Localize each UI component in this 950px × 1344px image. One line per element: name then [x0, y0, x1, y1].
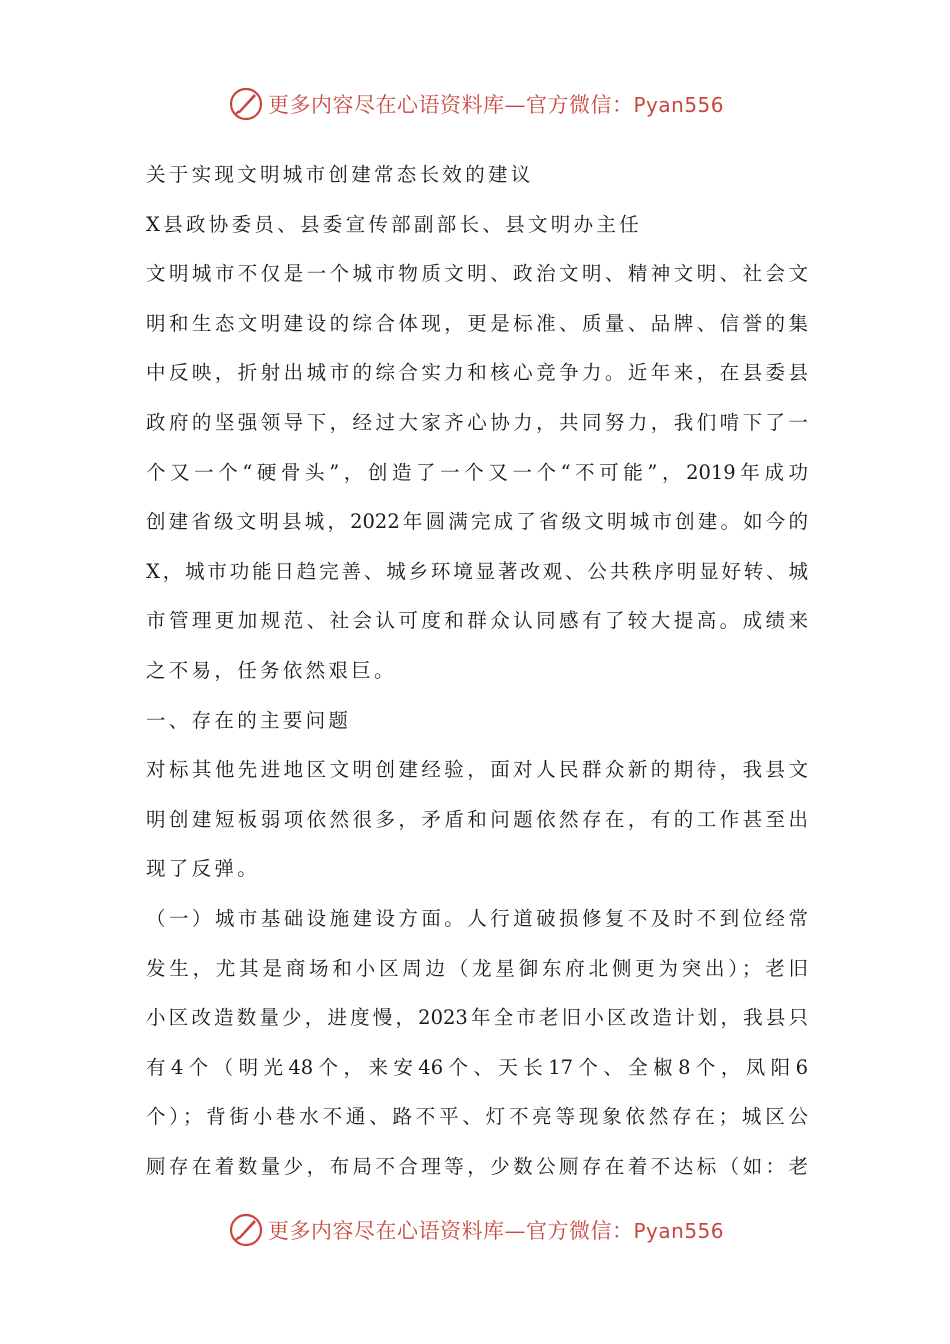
paragraph-line: 市管理更加规范、社会认可度和群众认同感有了较大提高。成绩来 — [146, 609, 808, 633]
paragraph-line: 明创建短板弱项依然很多，矛盾和问题依然存在，有的工作甚至出 — [146, 807, 808, 831]
banner-wechat-handle: Pyan556 — [633, 93, 725, 117]
banner-text — [268, 89, 724, 119]
paragraph-line: 个）；背街小巷水不通、路不平、灯不亮等现象依然存在；城区公 — [146, 1105, 808, 1129]
paragraph-line: （一）城市基础设施建设方面。人行道破损修复不及时不到位经常 — [146, 906, 808, 930]
paragraph-line: 政府的坚强领导下，经过大家齐心协力，共同努力，我们啃下了一 — [146, 410, 808, 434]
paragraph-line: 之不易，任务依然艰巨。 — [146, 658, 397, 682]
paragraph-line: 对标其他先进地区文明创建经验，面对人民群众新的期待，我县文 — [146, 758, 808, 782]
banner-wechat-handle: Pyan556 — [633, 1219, 725, 1243]
banner-slogan: 更多内容尽在心语资料库—官方微信： — [268, 93, 634, 117]
paragraph-line: 现了反弹。 — [146, 857, 261, 881]
paragraph-line: 中反映，折射出城市的综合实力和核心竞争力。近年来，在县委县 — [146, 361, 808, 385]
header-watermark-banner — [228, 82, 724, 126]
paragraph-line: 厕存在着数量少，布局不合理等，少数公厕存在着不达标（如：老 — [146, 1154, 808, 1178]
banner-text — [268, 1215, 724, 1245]
paragraph-line: 有4个（明光48个，来安46个、天长17个、全椒8个，凤阳6 — [146, 1055, 808, 1079]
section-heading: 一、存在的主要问题 — [146, 708, 352, 732]
quill-seal-icon — [228, 1212, 264, 1248]
paragraph-line: 明和生态文明建设的综合体现，更是标准、质量、品牌、信誉的集 — [146, 311, 808, 335]
paragraph-line: 个又一个“硬骨头”，创造了一个又一个“不可能”，2019年成功 — [146, 460, 808, 484]
footer-watermark-banner — [228, 1208, 724, 1252]
paragraph-line: 创建省级文明县城，2022年圆满完成了省级文明城市创建。如今的 — [146, 510, 808, 534]
paragraph-line: X，城市功能日趋完善、城乡环境显著改观、公共秩序明显好转、城 — [146, 559, 808, 583]
paragraph-line: 小区改造数量少，进度慢，2023年全市老旧小区改造计划，我县只 — [146, 1006, 808, 1030]
document-title: 关于实现文明城市创建常态长效的建议 — [146, 163, 534, 186]
paragraph-line: 发生，尤其是商场和小区周边（龙星御东府北侧更为突出）；老旧 — [146, 956, 808, 980]
quill-seal-icon — [228, 86, 264, 122]
paragraph-line: 文明城市不仅是一个城市物质文明、政治文明、精神文明、社会文 — [146, 262, 808, 286]
banner-slogan: 更多内容尽在心语资料库—官方微信： — [268, 1219, 634, 1243]
document-author: X县政协委员、县委宣传部副部长、县文明办主任 — [146, 212, 642, 236]
document-body — [146, 150, 808, 1191]
